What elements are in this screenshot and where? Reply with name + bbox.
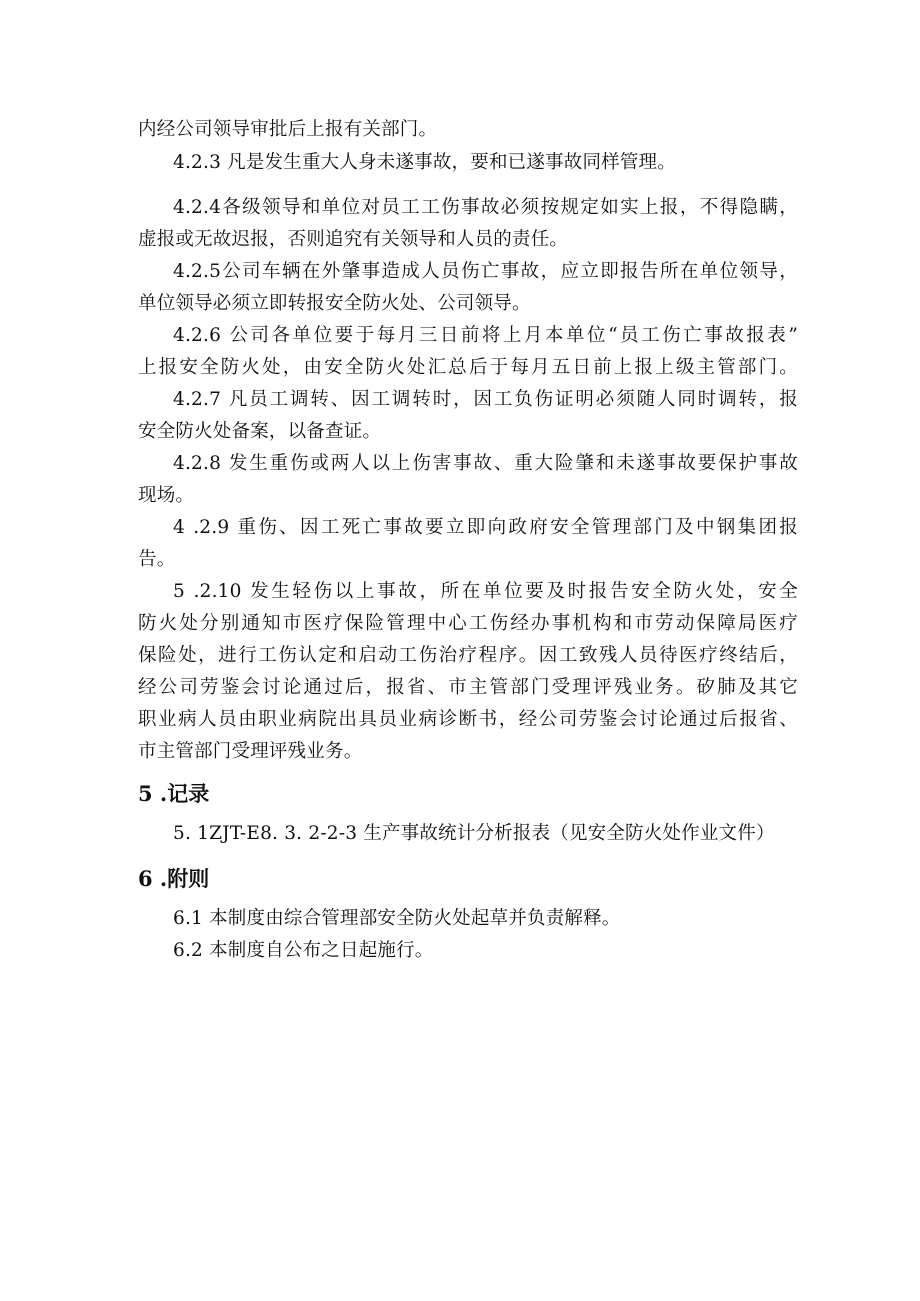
clause-4-2-9: 4 .2.9 重伤、因工死亡事故要立即向政府安全管理部门及中钢集团报 (173, 517, 798, 538)
clause-4-2-3: 4.2.3 凡是发生重大人身未遂事故，要和已遂事故同样管理。 (173, 152, 676, 173)
text-line: 单位领导必须立即转报安全防火处、公司领导。 (138, 293, 531, 314)
text-line: 职业病人员由职业病院出具员业病诊断书，经公司劳鉴会讨论通过后报省、 (138, 709, 798, 730)
appendix-item-6-2: 6.2 本制度自公布之日起施行。 (173, 940, 434, 961)
text-line: 上报安全防火处，由安全防火处汇总后于每月五日前上报上级主管部门。 (138, 357, 798, 378)
text-line: 安全防火处备案，以备查证。 (138, 421, 382, 442)
clause-4-2-4: 4.2.4各级领导和单位对员工工伤事故必须按规定如实上报，不得隐瞒， (173, 197, 798, 218)
clause-4-2-8: 4.2.8 发生重伤或两人以上伤害事故、重大险肇和未遂事故要保护事故 (173, 453, 798, 474)
text-line: 保险处，进行工伤认定和启动工伤治疗程序。因工致残人员待医疗终结后， (138, 645, 798, 666)
text-line: 防火处分别通知市医疗保险管理中心工伤经办事机构和市劳动保障局医疗 (138, 613, 798, 634)
clause-4-2-6: 4.2.6 公司各单位要于每月三日前将上月本单位“员工伤亡事故报表” (173, 325, 798, 346)
text-line: 经公司劳鉴会讨论通过后，报省、市主管部门受理评残业务。矽肺及其它 (138, 677, 798, 698)
appendix-item-6-1: 6.1 本制度由综合管理部安全防火处起草并负责解释。 (173, 908, 621, 929)
clause-4-2-10: 5 .2.10 发生轻伤以上事故，所在单位要及时报告安全防火处，安全 (173, 581, 798, 602)
text-line: 市主管部门受理评残业务。 (138, 741, 363, 762)
clause-4-2-5: 4.2.5公司车辆在外肇事造成人员伤亡事故，应立即报告所在单位领导， (173, 261, 798, 282)
text-line: 虚报或无故迟报，否则追究有关领导和人员的责任。 (138, 229, 569, 250)
section-heading-records: 5 .记录 (138, 781, 210, 806)
section-heading-appendix: 6 .附则 (138, 866, 210, 891)
text-line: 现场。 (138, 485, 195, 506)
text-line: 告。 (138, 549, 176, 570)
clause-4-2-7: 4.2.7 凡员工调转、因工调转时，因工负伤证明必须随人同时调转，报 (173, 389, 798, 410)
record-item: 5. 1ZJT-E8. 3. 2-2-3 生产事故统计分析报表（见安全防火处作业文件） (173, 823, 775, 844)
text-line: 内经公司领导审批后上报有关部门。 (138, 119, 438, 140)
